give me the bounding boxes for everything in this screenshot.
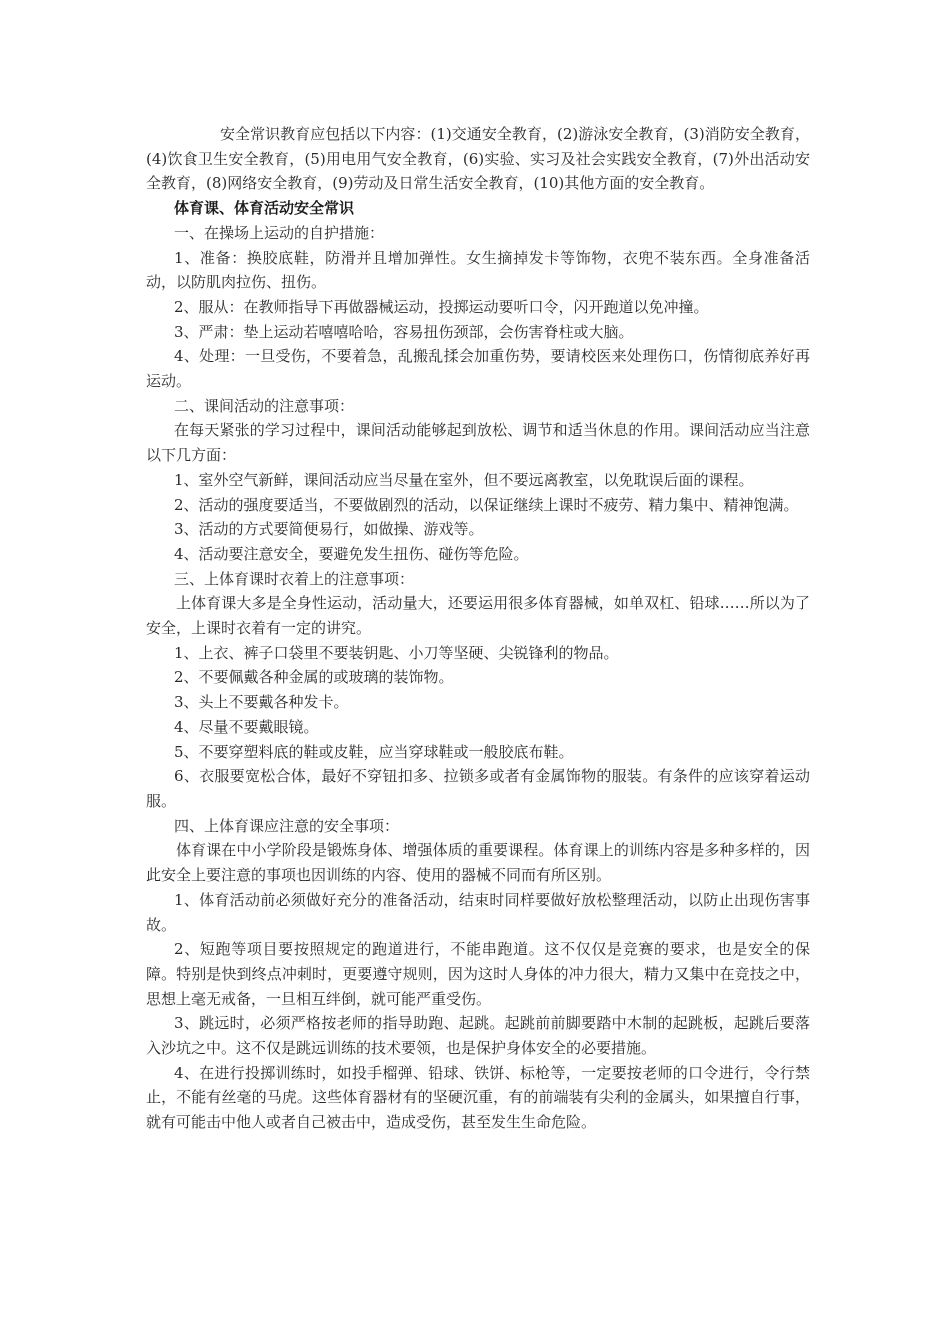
section-1-title: 一、在操场上运动的自护措施： — [174, 223, 385, 242]
section-heading: 体育课、体育活动安全常识 — [174, 199, 355, 218]
section-1-item: 4、处理：一旦受伤，不要着急，乱搬乱揉会加重伤势，要请校医来处理伤口，伤情彻底养好再运动。 — [146, 347, 810, 391]
section-4-title: 四、上体育课应注意的安全事项： — [174, 816, 400, 835]
section-3-item: 1、上衣、裤子口袋里不要装钥匙、小刀等坚硬、尖锐锋利的物品。 — [174, 643, 619, 662]
section-4-item: 2、短跑等项目要按照规定的跑道进行，不能串跑道。这不仅仅是竞赛的要求，也是安全的保障。特别是快到终点冲刺时，更要遵守规则，因为这时人身体的冲力很大，精力又集中在竞技之中，思想上毫无戒备，一旦相互绊倒，就可能严重受伤。 — [146, 940, 810, 1008]
section-3-intro: 上体育课大多是全身性运动，活动量大，还要运用很多体育器械，如单双杠、铅球……所以为了安全，上课时衣着有一定的讲究。 — [146, 594, 810, 638]
section-2-intro: 在每天紧张的学习过程中，课间活动能够起到放松、调节和适当休息的作用。课间活动应当注意以下几方面： — [146, 421, 810, 465]
document-body — [146, 122, 810, 1135]
section-4-item: 4、在进行投掷训练时，如投手榴弹、铅球、铁饼、标枪等，一定要按老师的口令进行，令行禁止，不能有丝毫的马虎。这些体育器材有的坚硬沉重，有的前端装有尖利的金属头，如果擅自行事，就有可能击中他人或者自己被击中，造成受伤，甚至发生生命危险。 — [146, 1063, 810, 1132]
section-1-item: 2、服从：在教师指导下再做器械运动，投掷运动要听口令，闪开跑道以免冲撞。 — [174, 297, 709, 316]
section-1-item: 3、严肃：垫上运动若嘻嘻哈哈，容易扭伤颈部，会伤害脊柱或大脑。 — [174, 322, 634, 341]
section-3-item: 3、头上不要戴各种发卡。 — [174, 693, 349, 712]
section-2-item: 4、活动要注意安全，要避免发生扭伤、碰伤等危险。 — [174, 544, 529, 563]
section-4-item: 3、跳远时，必须严格按老师的指导助跑、起跳。起跳前前脚要踏中木制的起跳板，起跳后要落入沙坑之中。这不仅是跳远训练的技术要领，也是保护身体安全的必要措施。 — [146, 1014, 810, 1058]
section-4-intro: 体育课在中小学阶段是锻炼身体、增强体质的重要课程。体育课上的训练内容是多种多样的，因此安全上要注意的事项也因训练的内容、使用的器械不同而有所区别。 — [146, 841, 810, 885]
section-3-item: 6、衣服要宽松合体，最好不穿钮扣多、拉锁多或者有金属饰物的服装。有条件的应该穿着运动服。 — [146, 767, 810, 810]
section-3-item: 2、不要佩戴各种金属的或玻璃的装饰物。 — [174, 668, 454, 687]
section-2-item: 2、活动的强度要适当，不要做剧烈的活动，以保证继续上课时不疲劳、精力集中、精神饱满。 — [174, 495, 799, 514]
section-2-title: 二、课间活动的注意事项： — [174, 396, 355, 415]
section-2-item: 1、室外空气新鲜，课间活动应当尽量在室外，但不要远离教室，以免耽误后面的课程。 — [174, 470, 754, 489]
intro-paragraph: 安全常识教育应包括以下内容：(1)交通安全教育，(2)游泳安全教育，(3)消防安全教育，(4)饮食卫生安全教育，(5)用电用气安全教育，(6)实验、实习及社会实践安全教育，(7)外出活动安全教育，(8)网络安全教育，(9)劳动及日常生活安全教育，(10)其他方面的安全教育。 — [146, 125, 810, 193]
section-3-item: 5、不要穿塑料底的鞋或皮鞋，应当穿球鞋或一般胶底布鞋。 — [174, 742, 574, 761]
section-3-item: 4、尽量不要戴眼镜。 — [174, 717, 319, 736]
section-3-title: 三、上体育课时衣着上的注意事项： — [174, 569, 415, 588]
section-2-item: 3、活动的方式要简便易行，如做操、游戏等。 — [174, 520, 484, 539]
section-4-item: 1、体育活动前必须做好充分的准备活动，结束时同样要做好放松整理活动，以防止出现伤害事故。 — [146, 890, 810, 934]
section-1-item: 1、准备：换胶底鞋，防滑并且增加弹性。女生摘掉发卡等饰物，衣兜不装东西。全身准备活动，以防肌肉拉伤、扭伤。 — [146, 248, 810, 292]
